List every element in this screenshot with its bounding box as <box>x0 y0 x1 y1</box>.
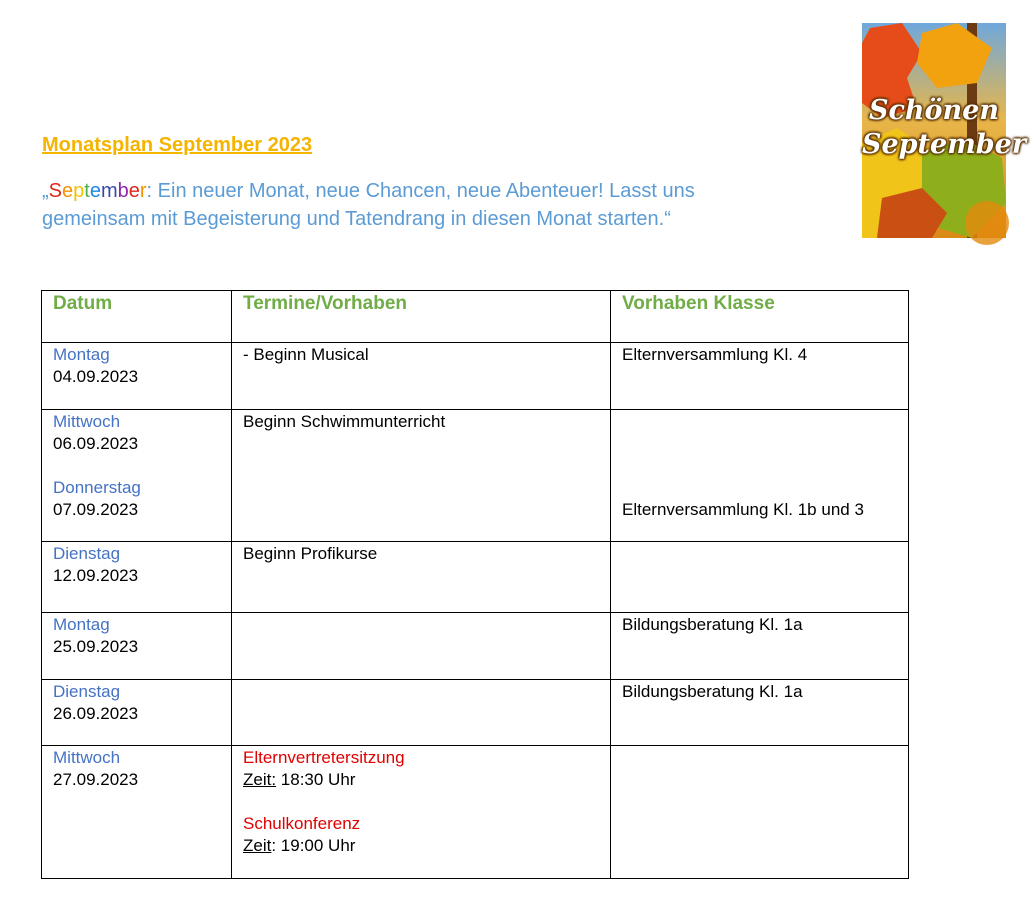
date: 27.09.2023 <box>53 770 139 789</box>
klasse-cell: Bildungsberatung Kl. 1a <box>611 613 909 680</box>
september-letter: e <box>62 180 74 202</box>
table-row <box>42 746 909 879</box>
weekday: Dienstag <box>53 682 121 701</box>
date: 06.09.2023 <box>53 434 139 453</box>
schedule-table <box>41 290 909 879</box>
table-row <box>42 343 909 410</box>
image-caption-line1: Schönen <box>868 95 1000 126</box>
september-letter: t <box>84 180 90 202</box>
date-cell <box>42 746 232 879</box>
termin-cell: Beginn Profikurse <box>232 542 611 613</box>
table-row <box>42 680 909 746</box>
quote-line1-rest: : Ein neuer Monat, neue Chancen, neue Abenteuer! Lasst uns <box>146 180 695 202</box>
table-row <box>42 613 909 680</box>
time-label: Zeit <box>243 836 272 855</box>
date: 04.09.2023 <box>53 367 139 386</box>
klasse-cell <box>611 542 909 613</box>
table-header-row <box>42 291 909 343</box>
weekday: Mittwoch <box>53 412 121 431</box>
weekday: Montag <box>53 615 110 634</box>
date-cell <box>42 613 232 680</box>
time-value: : 19:00 Uhr <box>271 836 356 855</box>
header-klasse: Vorhaben Klasse <box>611 291 909 343</box>
weekday: Montag <box>53 345 110 364</box>
date: 26.09.2023 <box>53 704 139 723</box>
klasse-cell <box>611 746 909 879</box>
table-row <box>42 410 909 542</box>
image-caption-line2: September <box>862 129 1027 160</box>
date-cell <box>42 410 232 542</box>
september-letter: e <box>128 180 140 202</box>
klasse-text: Elternversammlung Kl. 1b und 3 <box>622 500 864 519</box>
september-letter: r <box>139 180 147 202</box>
event-title: Elternvertretersitzung <box>243 748 405 767</box>
table-row <box>42 542 909 613</box>
termin-cell <box>232 746 611 879</box>
weekday: Donnerstag <box>53 478 141 497</box>
termin-cell: - Beginn Musical <box>232 343 611 410</box>
termin-cell <box>232 680 611 746</box>
termin-cell <box>232 613 611 680</box>
header-datum: Datum <box>42 291 232 343</box>
september-letter: m <box>100 180 118 202</box>
intro-quote <box>42 177 832 233</box>
quote-line2: gemeinsam mit Begeisterung und Tatendrang in diesen Monat starten.“ <box>42 208 671 230</box>
quote-open-mark: „ <box>42 180 49 202</box>
header-termine: Termine/Vorhaben <box>232 291 611 343</box>
event-title: Schulkonferenz <box>243 814 361 833</box>
termin-cell: Beginn Schwimmunterricht <box>232 410 611 542</box>
klasse-cell: Elternversammlung Kl. 4 <box>611 343 909 410</box>
weekday: Dienstag <box>53 544 121 563</box>
september-letter: S <box>48 180 63 202</box>
date-cell <box>42 542 232 613</box>
klasse-cell <box>611 410 909 542</box>
autumn-leaves-image <box>862 23 1027 238</box>
page-title: Monatsplan September 2023 <box>42 134 313 156</box>
september-letter: p <box>73 180 85 202</box>
klasse-cell: Bildungsberatung Kl. 1a <box>611 680 909 746</box>
date: 12.09.2023 <box>53 566 139 585</box>
event-time <box>243 769 599 791</box>
date: 25.09.2023 <box>53 637 139 656</box>
date-cell <box>42 343 232 410</box>
time-label: Zeit: <box>243 770 277 789</box>
event-time <box>243 835 599 857</box>
date: 07.09.2023 <box>53 500 139 519</box>
september-colored-word <box>49 180 147 202</box>
time-value: 18:30 Uhr <box>276 770 356 789</box>
september-letter: b <box>117 180 129 202</box>
date-cell <box>42 680 232 746</box>
weekday: Mittwoch <box>53 748 121 767</box>
september-letter: e <box>89 180 101 202</box>
